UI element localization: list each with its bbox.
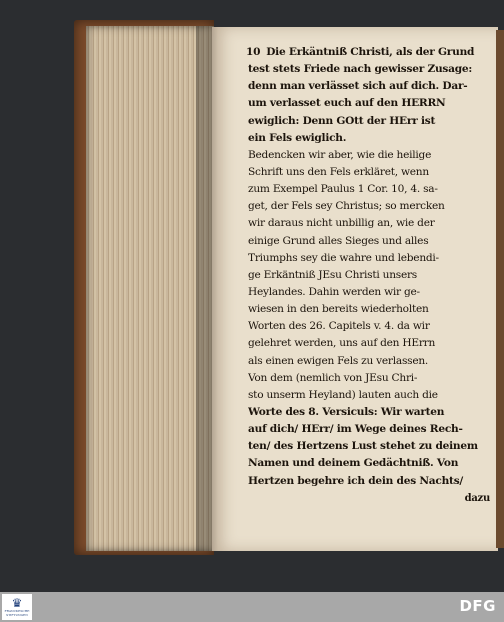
text-line: sto unserm Heyland) lauten auch die <box>248 388 438 401</box>
book-gutter <box>196 26 218 551</box>
text-line: Worte des 8. Versiculs: Wir warten <box>248 405 445 418</box>
text-line: Schrift uns den Fels erkläret, wenn <box>248 165 429 178</box>
text-line: gelehret werden, uns auf den HErrn <box>248 337 436 350</box>
text-line: Heylandes. Dahin werden wir ge- <box>248 285 420 298</box>
text-line: ewiglich: Denn GOtt der HErr ist <box>248 114 436 127</box>
text-line: zum Exempel Paulus 1 Cor. 10, 4. sa- <box>248 183 438 196</box>
text-line: als einen ewigen Fels zu verlassen. <box>248 354 429 367</box>
text-line: denn man verlässet sich auf dich. Dar- <box>248 80 468 93</box>
text-line: Hertzen begehre ich dein des Nachts/ <box>248 474 464 487</box>
catchword: dazu <box>464 492 490 504</box>
running-header <box>246 44 490 61</box>
text-line: Von dem (nemlich von JEsu Chri- <box>248 371 418 384</box>
institution-logo[interactable] <box>2 594 32 620</box>
header-title: Die Erkäntniß Christi, als der Grund <box>266 46 475 58</box>
text-line: einige Grund alles Sieges und alles <box>248 234 429 247</box>
text-line: test stets Friede nach gewisser Zusage: <box>248 63 473 76</box>
page-number: 10 <box>246 46 261 58</box>
dfg-logo[interactable]: DFG <box>459 597 496 615</box>
text-line: ein Fels ewiglich. <box>248 131 347 144</box>
text-line: auf dich/ HErr/ im Wege deines Rech- <box>248 423 463 436</box>
text-line: Bedencken wir aber, wie die heilige <box>248 148 432 161</box>
logo-text-line1: FRANCKESCHE <box>4 609 30 613</box>
text-line: um verlasset euch auf den HERRN <box>248 97 446 110</box>
page-right-edge <box>496 30 504 548</box>
page-text <box>248 44 490 507</box>
text-line: get, der Fels sey Christus; so mercken <box>248 200 445 213</box>
viewer-footer-bar <box>0 592 504 622</box>
text-line: Namen und deinem Gedächtniß. Von <box>248 457 459 470</box>
text-line: ten/ des Hertzens Lust stehet zu deinem <box>248 440 478 453</box>
crown-icon: ♛ <box>11 596 23 610</box>
text-line: wiesen in den bereits wiederholten <box>248 303 429 316</box>
text-line: ge Erkäntniß JEsu Christi unsers <box>248 268 417 281</box>
text-line: Worten des 26. Capitels v. 4. da wir <box>248 320 430 333</box>
page-edges <box>86 26 214 551</box>
text-line: wir daraus nicht unbillig an, wie der <box>248 217 435 230</box>
logo-text-line2: STIFTUNGEN <box>6 613 28 617</box>
text-line: Triumphs sey die wahre und lebendi- <box>248 251 439 264</box>
